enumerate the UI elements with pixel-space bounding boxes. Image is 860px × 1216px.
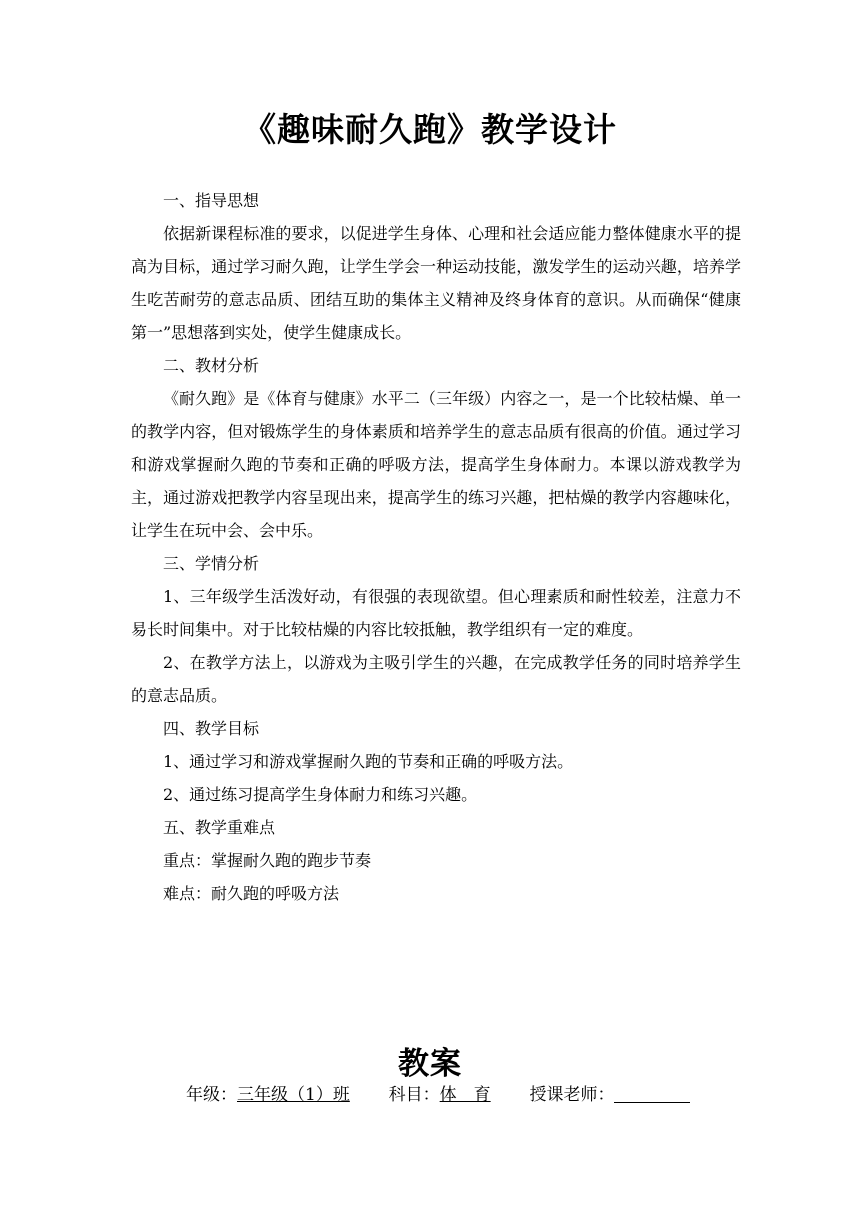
section-paragraph: 1、通过学习和游戏掌握耐久跑的节奏和正确的呼吸方法。 <box>163 752 574 771</box>
document-title: 《趣味耐久跑》教学设计 <box>243 110 617 149</box>
section-paragraph: 2、在教学方法上，以游戏为主吸引学生的兴趣，在完成教学任务的同时培养学生的意志品质。 <box>131 653 741 705</box>
section-paragraph: 2、通过练习提高学生身体耐力和练习兴趣。 <box>163 785 478 804</box>
section-paragraph: 难点：耐久跑的呼吸方法 <box>163 884 340 903</box>
section-heading-5: 五、教学重难点 <box>163 818 276 837</box>
section-paragraph: 重点：掌握耐久跑的跑步节奏 <box>163 851 372 870</box>
section-paragraph: 1、三年级学生活泼好动，有很强的表现欲望。但心理素质和耐性较差，注意力不易长时间集中。对于比较枯燥的内容比较抵触，教学组织有一定的难度。 <box>131 587 741 639</box>
grade-value: 三年级（1）班 <box>237 1085 350 1105</box>
teacher-value-blank <box>614 1082 690 1103</box>
document-body <box>131 184 741 910</box>
grade-label: 年级： <box>186 1085 237 1105</box>
subject-value: 体 育 <box>439 1085 491 1105</box>
lesson-plan-title: 教案 <box>398 1046 462 1082</box>
lesson-plan-info-row <box>186 1080 690 1110</box>
teacher-label: 授课老师： <box>529 1085 615 1105</box>
section-paragraph: 依据新课程标准的要求，以促进学生身体、心理和社会适应能力整体健康水平的提高为目标，通过学习耐久跑，让学生学会一种运动技能，激发学生的运动兴趣，培养学生吃苦耐劳的意志品质、团结互助的集体主义精神及终身体育的意识。从而确保“健康第一”思想落到实处，使学生健康成长。 <box>131 224 741 342</box>
section-heading-2: 二、教材分析 <box>163 356 260 375</box>
section-paragraph: 《耐久跑》是《体育与健康》水平二（三年级）内容之一，是一个比较枯燥、单一的教学内容，但对锻炼学生的身体素质和培养学生的意志品质有很高的价值。通过学习和游戏掌握耐久跑的节奏和正确的呼吸方法，提高学生身体耐力。本课以游戏教学为主，通过游戏把教学内容呈现出来，提高学生的练习兴趣，把枯燥的教学内容趣味化，让学生在玩中会、会中乐。 <box>131 389 741 540</box>
section-heading-3: 三、学情分析 <box>163 554 260 573</box>
section-heading-4: 四、教学目标 <box>163 719 260 738</box>
subject-label: 科目： <box>388 1085 440 1105</box>
section-heading-1: 一、指导思想 <box>163 191 260 210</box>
